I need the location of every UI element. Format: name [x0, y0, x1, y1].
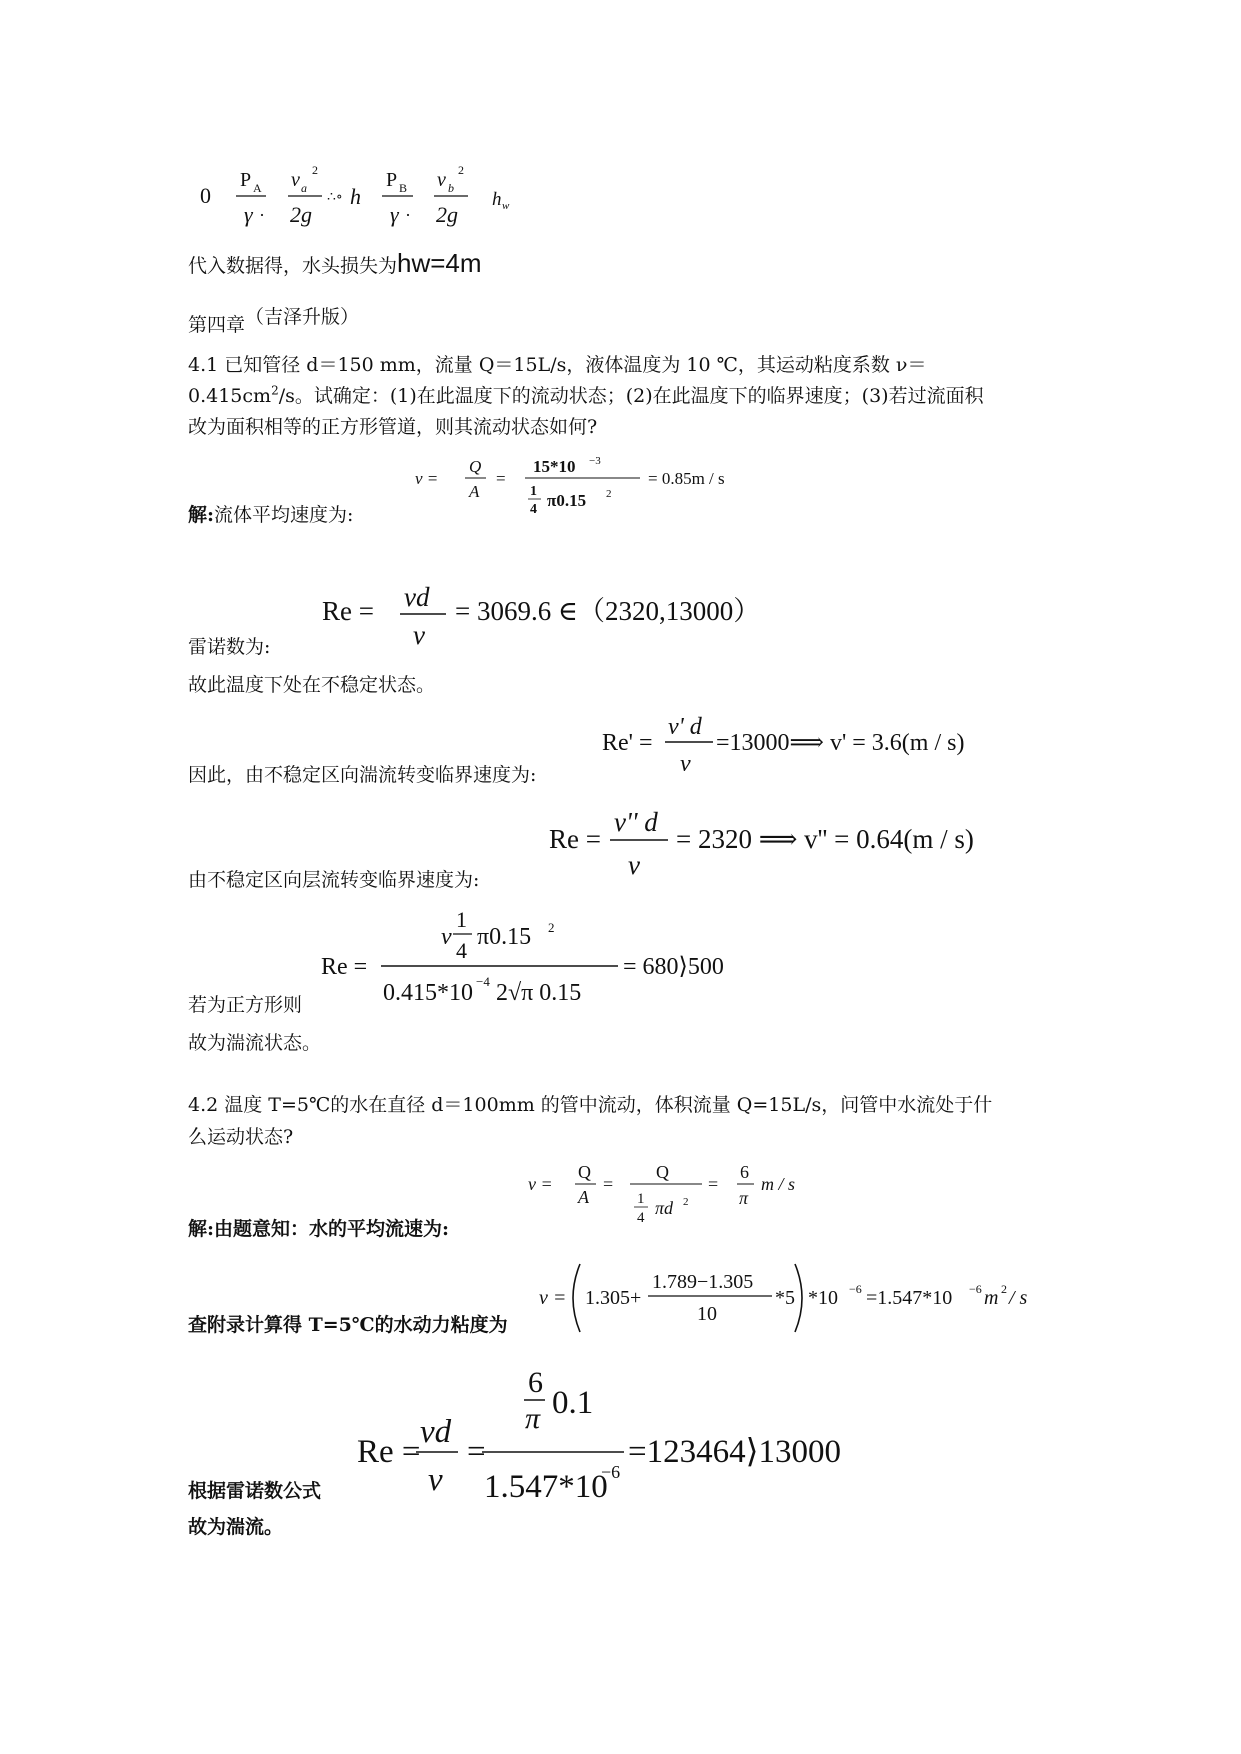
viscosity-line: 查附录计算得 T=5℃的水动力粘度为: [188, 1314, 508, 1336]
solution-label: 解:: [188, 504, 215, 526]
reynolds-label: 雷诺数为:: [188, 636, 271, 658]
viscosity-equation: [539, 1264, 1028, 1332]
svg-text:1.305+: 1.305+: [585, 1287, 642, 1309]
svg-text:ν: ν: [428, 1462, 443, 1498]
svg-text:h: h: [492, 189, 502, 210]
svg-text:Q: Q: [578, 1162, 591, 1182]
reynolds-equation-3: [549, 807, 974, 880]
chapter-note: （吉泽升版）: [245, 306, 360, 328]
final-conclusion-line: 故为湍流。: [188, 1516, 284, 1538]
unstable-state-line: 故此温度下处在不稳定状态。: [188, 674, 436, 696]
svg-text:−4: −4: [476, 974, 490, 989]
svg-text:=: =: [708, 1174, 719, 1194]
svg-text:∴∘: ∴∘: [327, 190, 343, 205]
svg-text:4: 4: [530, 502, 537, 517]
svg-text:b: b: [448, 181, 454, 195]
svg-text:Re =: Re =: [357, 1434, 421, 1470]
svg-text:v =: v =: [415, 469, 439, 488]
svg-text:2: 2: [606, 488, 612, 500]
svg-text:1.547*10: 1.547*10: [484, 1469, 608, 1505]
svg-text:=123464⟩13000: =123464⟩13000: [628, 1434, 841, 1470]
eq-pa: P: [240, 169, 252, 191]
svg-text:2: 2: [312, 163, 318, 177]
svg-text:A: A: [253, 181, 262, 195]
svg-text:ν: ν: [628, 850, 640, 880]
svg-text:w: w: [502, 200, 510, 212]
svg-text:=: =: [603, 1174, 614, 1194]
problem-4-1-line2: $0.415cm^2/s$。试确定：(1)在此温度下的流动状态；(2)在此温度下的临界速度；(3)若过流面积: [188, 383, 984, 407]
svg-text:6: 6: [528, 1366, 543, 1399]
svg-text:a: a: [301, 181, 307, 195]
svg-text:v: v: [437, 169, 446, 191]
head-loss-value: hw=4m: [397, 248, 482, 278]
svg-text:2: 2: [458, 163, 464, 177]
svg-text:A: A: [469, 482, 480, 501]
svg-text:= 2320 ⟹ v'' = 0.64(m / s): = 2320 ⟹ v'' = 0.64(m / s): [676, 824, 974, 854]
svg-text:1.789−1.305: 1.789−1.305: [652, 1271, 754, 1293]
velocity-equation-2: [528, 1162, 795, 1226]
svg-text:=: =: [467, 1434, 486, 1470]
problem-4-1-line3: 改为面积相等的正方形管道，则其流动状态如何?: [188, 416, 598, 438]
bernoulli-equation: [200, 163, 510, 227]
svg-text:*5: *5: [775, 1287, 795, 1309]
svg-text:v'' d: v'' d: [614, 807, 658, 837]
svg-text:=: =: [496, 469, 506, 488]
svg-text:v: v: [441, 924, 452, 950]
solution-4-1: [188, 500, 353, 527]
svg-text:γ: γ: [244, 202, 253, 227]
svg-text:π0.15: π0.15: [477, 924, 532, 950]
eq-pb: P: [386, 169, 398, 191]
reynolds-equation-4: [321, 907, 724, 1006]
svg-text:Re' =: Re' =: [602, 730, 653, 756]
eq-zero: 0: [200, 183, 211, 208]
svg-text:4: 4: [637, 1210, 645, 1226]
laminar-critical-line: 由不稳定区向层流转变临界速度为:: [188, 869, 480, 891]
svg-text:Re =: Re =: [549, 824, 601, 854]
svg-text:·: ·: [259, 205, 265, 225]
reynolds-equation-1: [322, 582, 760, 650]
svg-text:ν =: ν =: [539, 1287, 567, 1309]
chapter-heading: [188, 306, 360, 337]
solution-4-2: [188, 1214, 449, 1241]
reynolds-equation-5: [357, 1366, 841, 1505]
svg-text:15*10: 15*10: [533, 457, 576, 476]
svg-text:−6: −6: [601, 1462, 621, 1482]
turbulent-critical-line: 因此，由不稳定区向湍流转变临界速度为:: [188, 764, 537, 786]
svg-text:v' d: v' d: [668, 714, 702, 740]
svg-text:π: π: [739, 1188, 749, 1208]
svg-text:−6: −6: [849, 1282, 862, 1296]
svg-text:Q: Q: [469, 457, 482, 476]
svg-text:2: 2: [548, 920, 555, 935]
reynolds-equation-2: [602, 714, 964, 777]
svg-text:π0.15: π0.15: [547, 491, 587, 510]
svg-text:·: ·: [405, 205, 411, 225]
velocity-equation-1: [415, 455, 725, 517]
head-loss-line: [188, 248, 482, 279]
reynolds-formula-line: 根据雷诺数公式: [188, 1480, 322, 1502]
svg-text:1: 1: [456, 907, 467, 932]
svg-text:6: 6: [740, 1162, 749, 1182]
solution-label: 解:: [188, 1218, 215, 1240]
problem-4-2-line1: 4.2 温度 T=5℃的水在直径 d＝100mm 的管中流动，体积流量 Q=15L/s，问管中水流处于什: [188, 1094, 993, 1116]
svg-text:/ s: / s: [1009, 1287, 1028, 1309]
svg-text:= 0.85m / s: = 0.85m / s: [648, 469, 725, 488]
svg-text:4: 4: [456, 938, 467, 963]
svg-text:1: 1: [530, 484, 537, 499]
svg-text:m: m: [984, 1287, 999, 1309]
svg-text:0.415*10: 0.415*10: [383, 980, 473, 1006]
svg-text:B: B: [399, 181, 408, 195]
svg-text:2: 2: [683, 1196, 689, 1208]
svg-text:= 680⟩500: = 680⟩500: [623, 954, 724, 980]
svg-text:*10: *10: [808, 1287, 838, 1309]
head-loss-text: 代入数据得，水头损失为: [188, 255, 398, 277]
problem-4-2-line2: 么运动状态?: [188, 1126, 294, 1148]
svg-text:=13000⟹ v' = 3.6(m / s): =13000⟹ v' = 3.6(m / s): [716, 730, 965, 756]
solution-text: 由题意知：水的平均流速为:: [214, 1218, 450, 1240]
svg-text:πd: πd: [655, 1198, 674, 1218]
svg-text:ν: ν: [680, 751, 691, 777]
svg-text:1: 1: [637, 1191, 645, 1207]
turbulent-state-line: 故为湍流状态。: [188, 1032, 322, 1054]
svg-text:π: π: [525, 1402, 541, 1435]
svg-text:2g: 2g: [290, 202, 312, 227]
svg-text:ν: ν: [413, 620, 425, 650]
svg-text:v: v: [291, 169, 300, 191]
svg-text:2√π 0.15: 2√π 0.15: [496, 980, 582, 1006]
solution-text: 流体平均速度为:: [214, 504, 354, 526]
svg-text:−3: −3: [589, 455, 601, 467]
svg-text:vd: vd: [404, 582, 430, 612]
svg-text:γ: γ: [390, 202, 399, 227]
square-duct-line: 若为正方形则: [188, 994, 303, 1016]
chapter-title: 第四章: [188, 314, 246, 336]
problem-4-1-line1: 4.1 已知管径 d＝150 mm，流量 Q＝15L/s，液体温度为 10 ℃，其运动粘度系数 ν＝: [188, 354, 927, 376]
svg-text:vd: vd: [420, 1414, 452, 1450]
svg-text:0.1: 0.1: [552, 1385, 594, 1421]
svg-text:10: 10: [697, 1303, 717, 1325]
svg-text:Re =: Re =: [322, 596, 374, 626]
svg-text:−6: −6: [969, 1282, 982, 1296]
svg-text:Re =: Re =: [321, 954, 368, 980]
svg-text:Q: Q: [656, 1162, 669, 1182]
svg-text:= 3069.6 ∈（2320,13000）: = 3069.6 ∈（2320,13000）: [455, 596, 761, 626]
svg-text:2: 2: [1001, 1282, 1007, 1296]
svg-text:2g: 2g: [436, 202, 458, 227]
svg-text:h: h: [350, 184, 361, 209]
svg-text:v =: v =: [528, 1174, 553, 1194]
svg-text:A: A: [578, 1187, 589, 1207]
svg-text:m / s: m / s: [761, 1174, 796, 1194]
svg-text:=1.547*10: =1.547*10: [866, 1287, 953, 1309]
